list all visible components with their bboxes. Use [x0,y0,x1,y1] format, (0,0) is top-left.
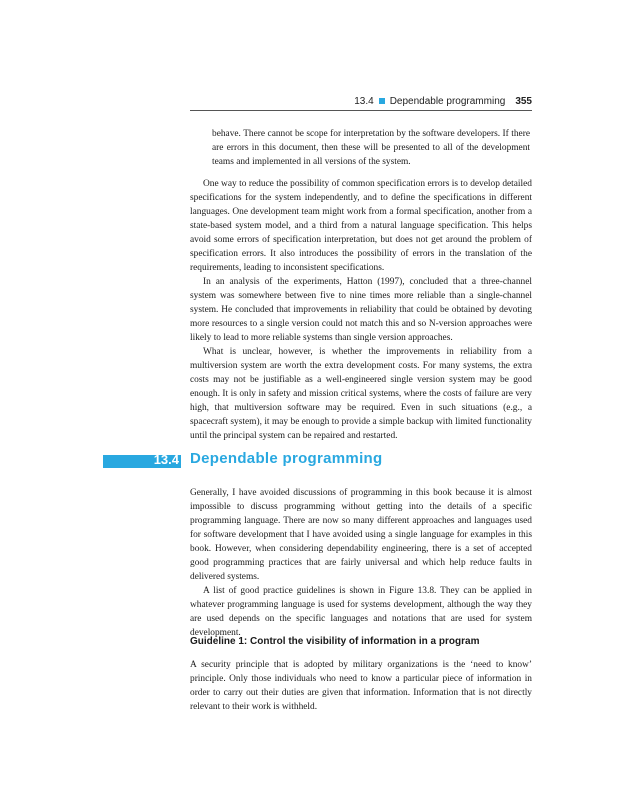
quote-text: behave. There cannot be scope for interpretation by the software developers. If there are errors in this document, then these will be presented to all of the development teams and implemented in all versions of the system. [212,129,530,167]
header-square-icon [379,98,385,104]
paragraph: One way to reduce the possibility of common specification errors is to develop detailed specifications for the system independently, and to define the specifications in different languages. One development team might work from a formal specification, another from a state-based system model, and a third from a natural language specification. This helps avoid some errors of specification interpretation, but does not get around the problem of specification errors. It also introduces the possibility of errors in the translation of the requirements, leading to inconsistent specifications. [190,179,532,273]
header-section-number: 13.4 [354,96,374,107]
quote-block [212,127,530,169]
section-number: 13.4 [153,452,179,467]
header-text [190,96,532,107]
section-title: Dependable programming [190,450,383,467]
page-number: 355 [515,96,532,107]
header-section-title: Dependable programming [389,96,506,107]
paragraph: Generally, I have avoided discussions of programming in this book because it is almost impossible to discuss programming without getting into the details of a specific programming language. There are now so many different approaches and languages used for software development that I have avoided using a single language for examples in this book. However, when considering dependability engineering, there is a set of accepted good programming practices that are fairly universal and which help reduce faults in delivered systems. [190,488,532,582]
paragraphs-before-section [190,177,532,443]
header-rule [190,110,532,111]
section-body [190,486,532,640]
paragraph: What is unclear, however, is whether the improvements in reliability from a multiversion system are worth the extra development costs. For many systems, the extra costs may not be justifiable as a well-engineered single version system may be good enough. It is only in safety and mission critical systems, where the costs of failure are very high, that multiversion software may be required. Even in such situations (e.g., a spacecraft system), it may be enough to provide a simple backup with limited functionality until the principal system can be repaired and restarted. [190,347,532,441]
guideline-heading: Guideline 1: Control the visibility of information in a program [190,636,480,647]
paragraph: A security principle that is adopted by military organizations is the ‘need to know’ principle. Only those individuals who need to know a particular piece of information in order to carry out their duties are given that information. Information that is not directly relevant to their work is withheld. [190,660,532,712]
paragraph: A list of good practice guidelines is shown in Figure 13.8. They can be applied in whatever programming language is used for systems development, although the way they are used depends on the specific languages and notations that are used for system development. [190,586,532,638]
paragraph: In an analysis of the experiments, Hatton (1997), concluded that a three-channel system was somewhere between five to nine times more reliable than a single-channel system. He concluded that improvements in reliability that could be obtained by devoting more resources to a single version could not match this and so N-version approaches were likely to lead to more reliable systems than single version approaches. [190,277,532,343]
guideline-body [190,658,532,714]
